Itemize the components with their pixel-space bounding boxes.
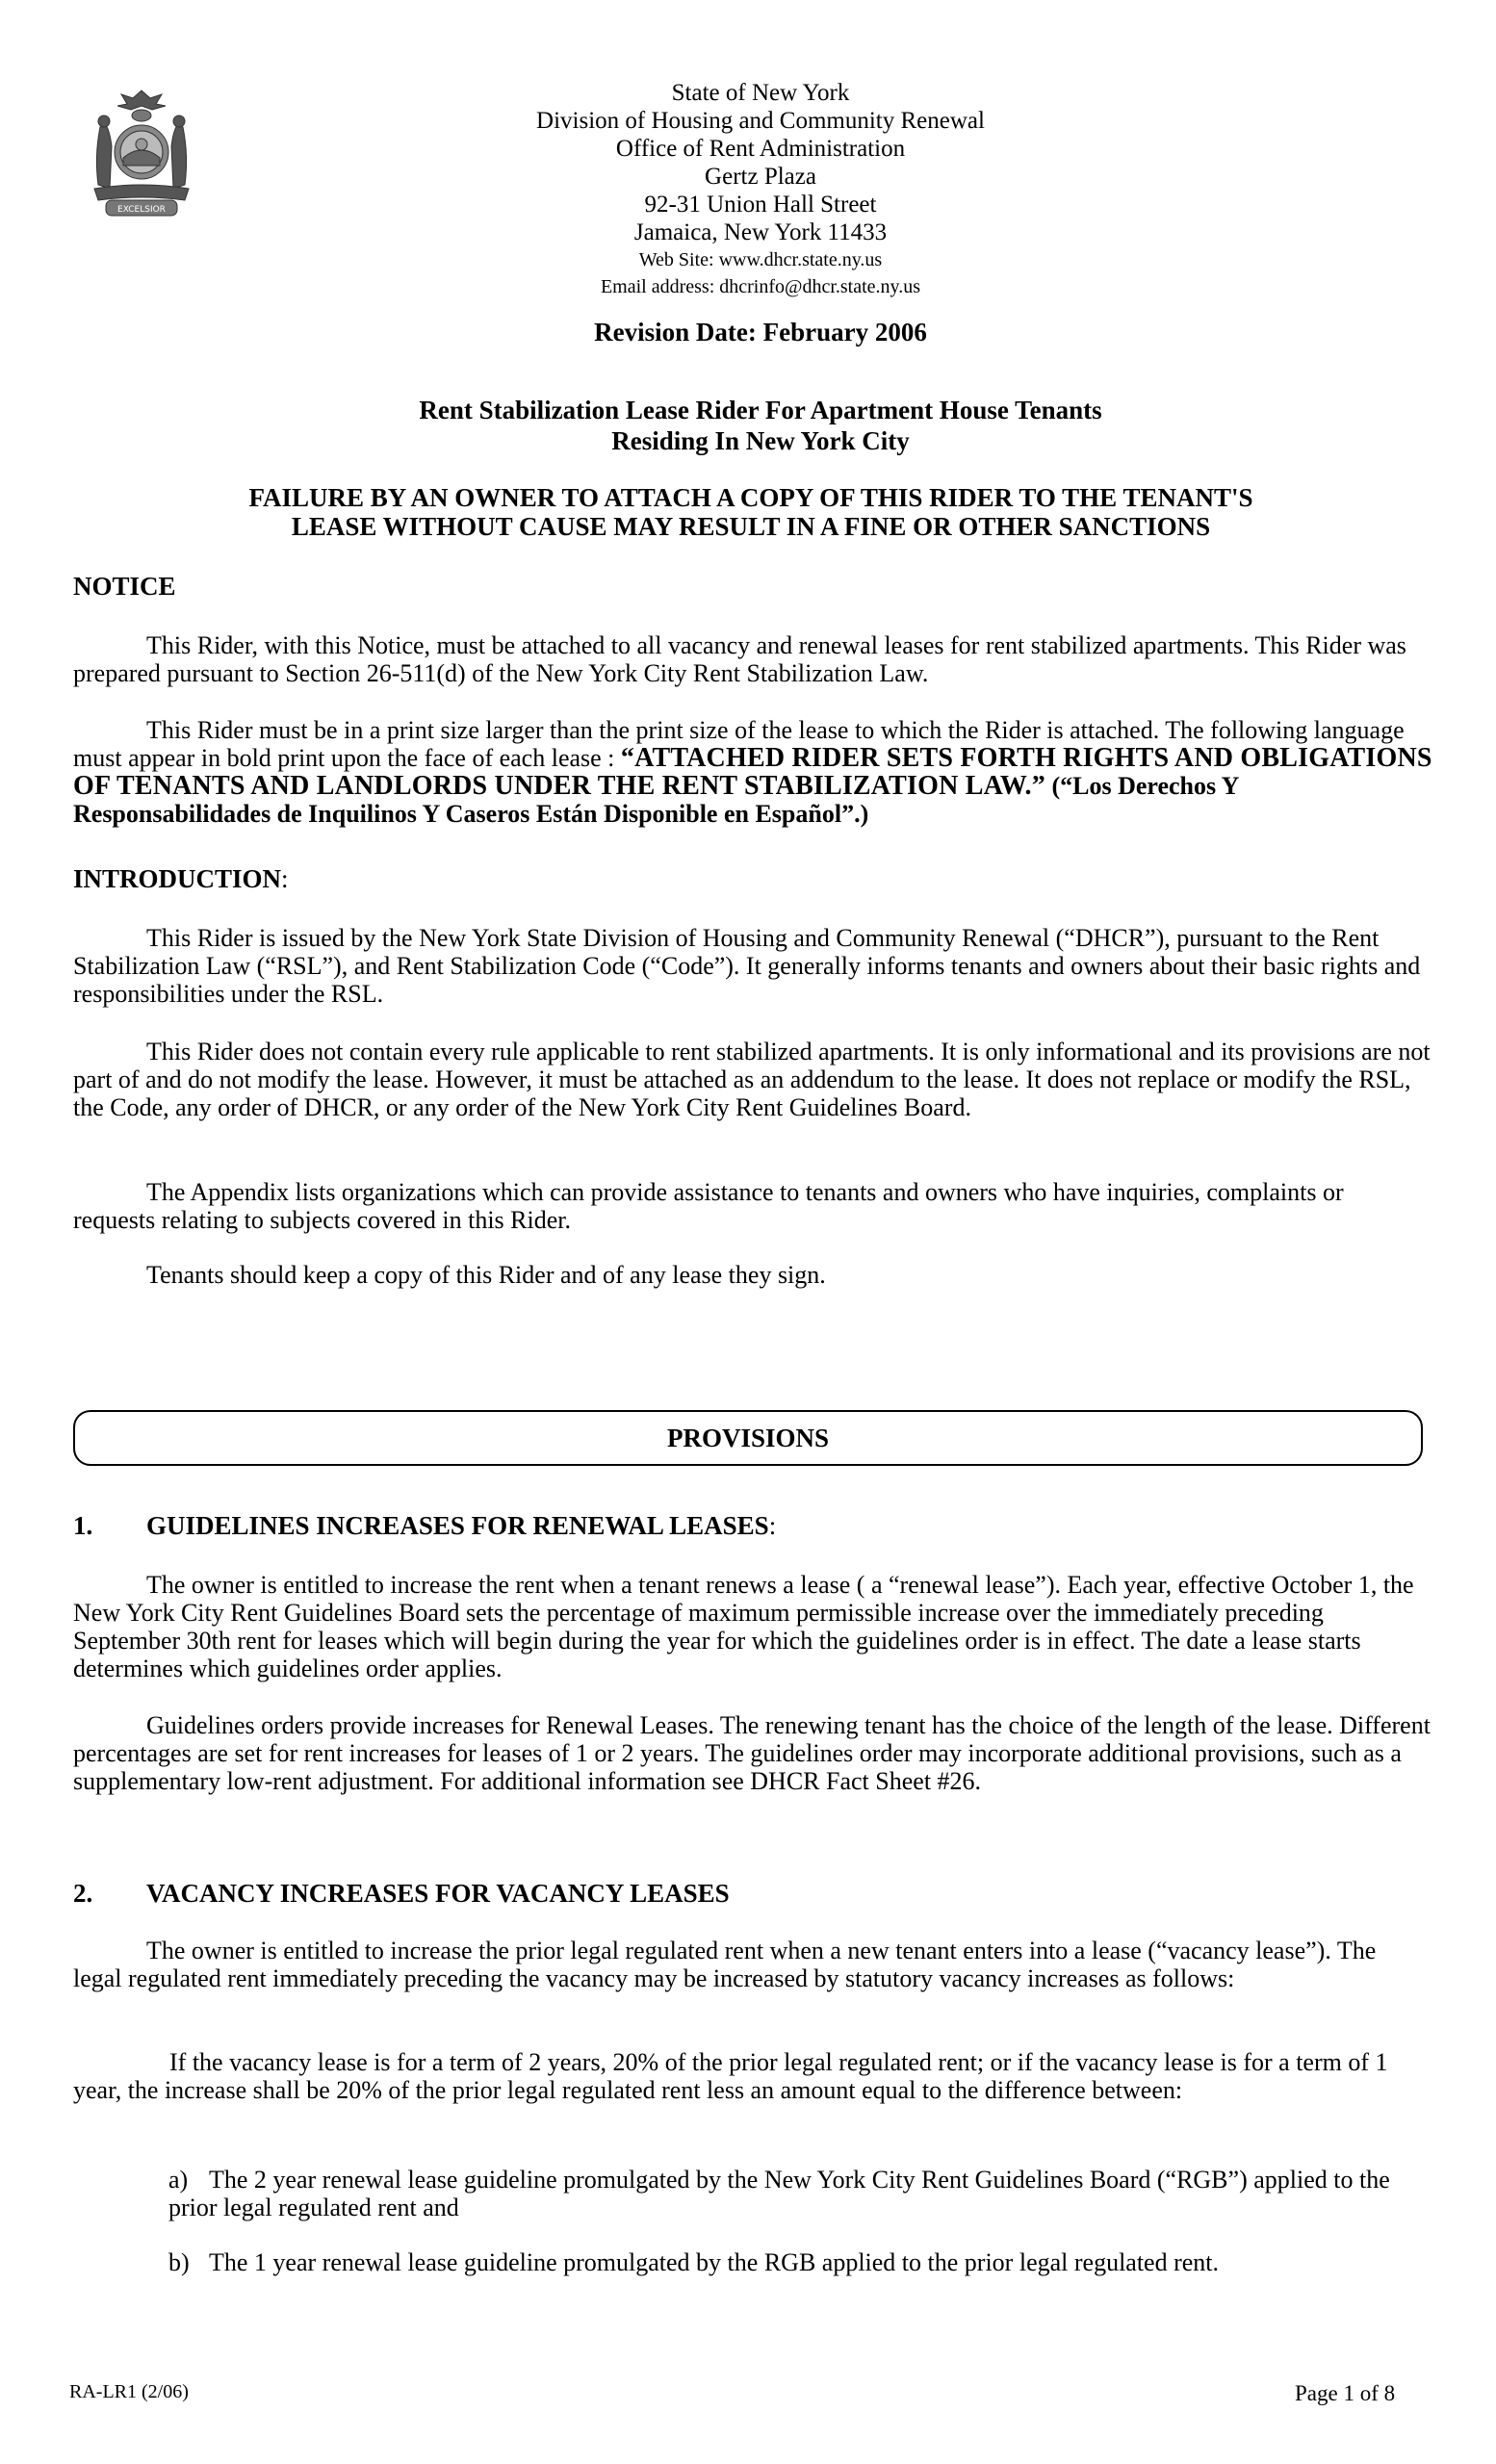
failure-line-2: LEASE WITHOUT CAUSE MAY RESULT IN A FINE OR OTHER SANCTIONS [291,512,1211,541]
failure-warning [144,483,1357,541]
state-seal-logo [85,89,198,221]
provisions-banner [73,1410,1423,1466]
list-item-b-text: The 1 year renewal lease guideline promulgated by the RGB applied to the prior legal regulated rent. [209,2248,1220,2276]
list-item-a-label: a) [168,2166,189,2194]
intro-p3-text: The Appendix lists organizations which can provide assistance to tenants and owners who have inquiries, complaints or requests relating to subjects covered in this Rider. [73,1178,1344,1234]
section-2-number: 2. [73,1879,93,1908]
notice-p1-text: This Rider, with this Notice, must be attached to all vacancy and renewal leases for rent stabilized apartments. This Rider was prepared pursuant to Section 26-511(d) of the New York City Rent Stabilization Law. [73,631,1406,687]
notice-p2-bold-caps: “ATTACHED RIDER SETS FORTH RIGHTS AND OBLIGATIONS OF TENANTS AND LANDLORDS UNDER THE RENT STABILIZATION LAW.” [73,743,1432,801]
intro-paragraph-4 [73,1261,1431,1289]
list-item [168,2248,1420,2276]
header-email: Email address: dhcrinfo@dhcr.state.ny.us [600,276,921,297]
s1-p1-text: The owner is entitled to increase the rent when a tenant renews a lease ( a “renewal lease”). Each year, effective October 1, the New York City Rent Guidelines Board sets the percentage of maximum permissible increase over the immediately preceding September 30th rent for leases which will begin during the year for which the guidelines order is in effect. The date a lease starts determines which guidelines order applies. [73,1571,1414,1682]
section-1-number: 1. [73,1511,93,1540]
notice-paragraph-1 [73,631,1431,687]
header-line-city: Jamaica, New York 11433 [633,219,888,245]
header-website: Web Site: www.dhcr.state.ny.us [638,249,883,270]
section-1-title: GUIDELINES INCREASES FOR RENEWAL LEASES [146,1511,769,1540]
list-item-b-label: b) [168,2248,190,2276]
introduction-heading: INTRODUCTION: [73,864,289,893]
section-1-heading: 1. GUIDELINES INCREASES FOR RENEWAL LEASES: [73,1511,777,1540]
intro-p4-text: Tenants should keep a copy of this Rider and of any lease they sign. [146,1261,826,1289]
header-line-building: Gertz Plaza [705,164,816,190]
svg-text:EXCELSIOR: EXCELSIOR [117,205,166,215]
intro-p2-text: This Rider does not contain every rule applicable to rent stabilized apartments. It is only informational and its provisions are not part of and do not modify the lease. However, it must be attached as an addendum to the lease. It does not replace or modify the RSL, the Code, any order of DHCR, or any order of the New York City Rent Guidelines Board. [73,1038,1431,1121]
section-2-heading [73,1879,730,1909]
notice-p2-plain: This Rider must be in a print size larger than the print size of the lease to which the Rider is attached. The following language must appear in bold print upon the face of each lease : [73,716,1405,772]
section-1-paragraph-1 [73,1571,1431,1682]
s2-p2-text: If the vacancy lease is for a term of 2 years, 20% of the prior legal regulated rent; or if the vacancy lease is for a term of 1 year, the increase shall be 20% of the prior legal regulated rent less an amount equal to the difference between: [73,2048,1388,2104]
header-line-division: Division of Housing and Community Renewal [536,108,985,134]
notice-paragraph-2 [73,716,1440,828]
agency-header [385,79,1136,300]
s1-p2-text: Guidelines orders provide increases for Renewal Leases. The renewing tenant has the choice of the length of the lease. Different percentages are set for rent increases for leases of 1 or 2 years. The guidelines order may incorporate additional provisions, such as a supplementary low-rent adjustment. For additional information see DHCR Fact Sheet #26. [73,1711,1431,1795]
intro-paragraph-2 [73,1038,1431,1121]
failure-line-1: FAILURE BY AN OWNER TO ATTACH A COPY OF THIS RIDER TO THE TENANT'S [248,483,1253,512]
title-line-2: Residing In New York City [611,426,910,455]
introduction-heading-text: INTRODUCTION [73,864,282,893]
section-2-title: VACANCY INCREASES FOR VACANCY LEASES [146,1879,730,1908]
document-title [289,395,1232,456]
intro-paragraph-1 [73,924,1431,1008]
header-line-office: Office of Rent Administration [615,136,906,162]
header-line-state: State of New York [671,80,850,106]
provisions-banner-text: PROVISIONS [666,1423,830,1452]
section-2-paragraph-1 [73,1937,1431,1992]
list-item [168,2166,1420,2221]
notice-p2-bold-spanish: (“Los Derechos Y Responsabilidades de Inquilinos Y Caseros Están Disponible en Español”.) [73,772,1239,828]
form-id: RA-LR1 (2/06) [69,2381,189,2402]
page-number: Page 1 of 8 [1295,2381,1396,2405]
list-item-a-text: The 2 year renewal lease guideline promulgated by the New York City Rent Guidelines Board (“RGB”) applied to the prior legal regulated rent and [168,2166,1390,2221]
intro-paragraph-3 [73,1178,1431,1234]
section-1-paragraph-2 [73,1711,1431,1795]
notice-heading: NOTICE [73,572,176,601]
title-line-1: Rent Stabilization Lease Rider For Apartment House Tenants [419,396,1102,424]
section-2-paragraph-2 [73,2048,1431,2104]
revision-date: Revision Date: February 2006 [594,318,927,346]
s2-p1-text: The owner is entitled to increase the prior legal regulated rent when a new tenant enters into a lease (“vacancy lease”). The legal regulated rent immediately preceding the vacancy may be increased by statutory vacancy increases as follows: [73,1937,1377,1992]
header-line-street: 92-31 Union Hall Street [644,192,877,218]
intro-p1-text: This Rider is issued by the New York State Division of Housing and Community Renewal (“DHCR”), pursuant to the Rent Stabilization Law (“RSL”), and Rent Stabilization Code (“Code”). It generally informs tenants and owners about their basic rights and responsibilities under the RSL. [73,924,1421,1008]
